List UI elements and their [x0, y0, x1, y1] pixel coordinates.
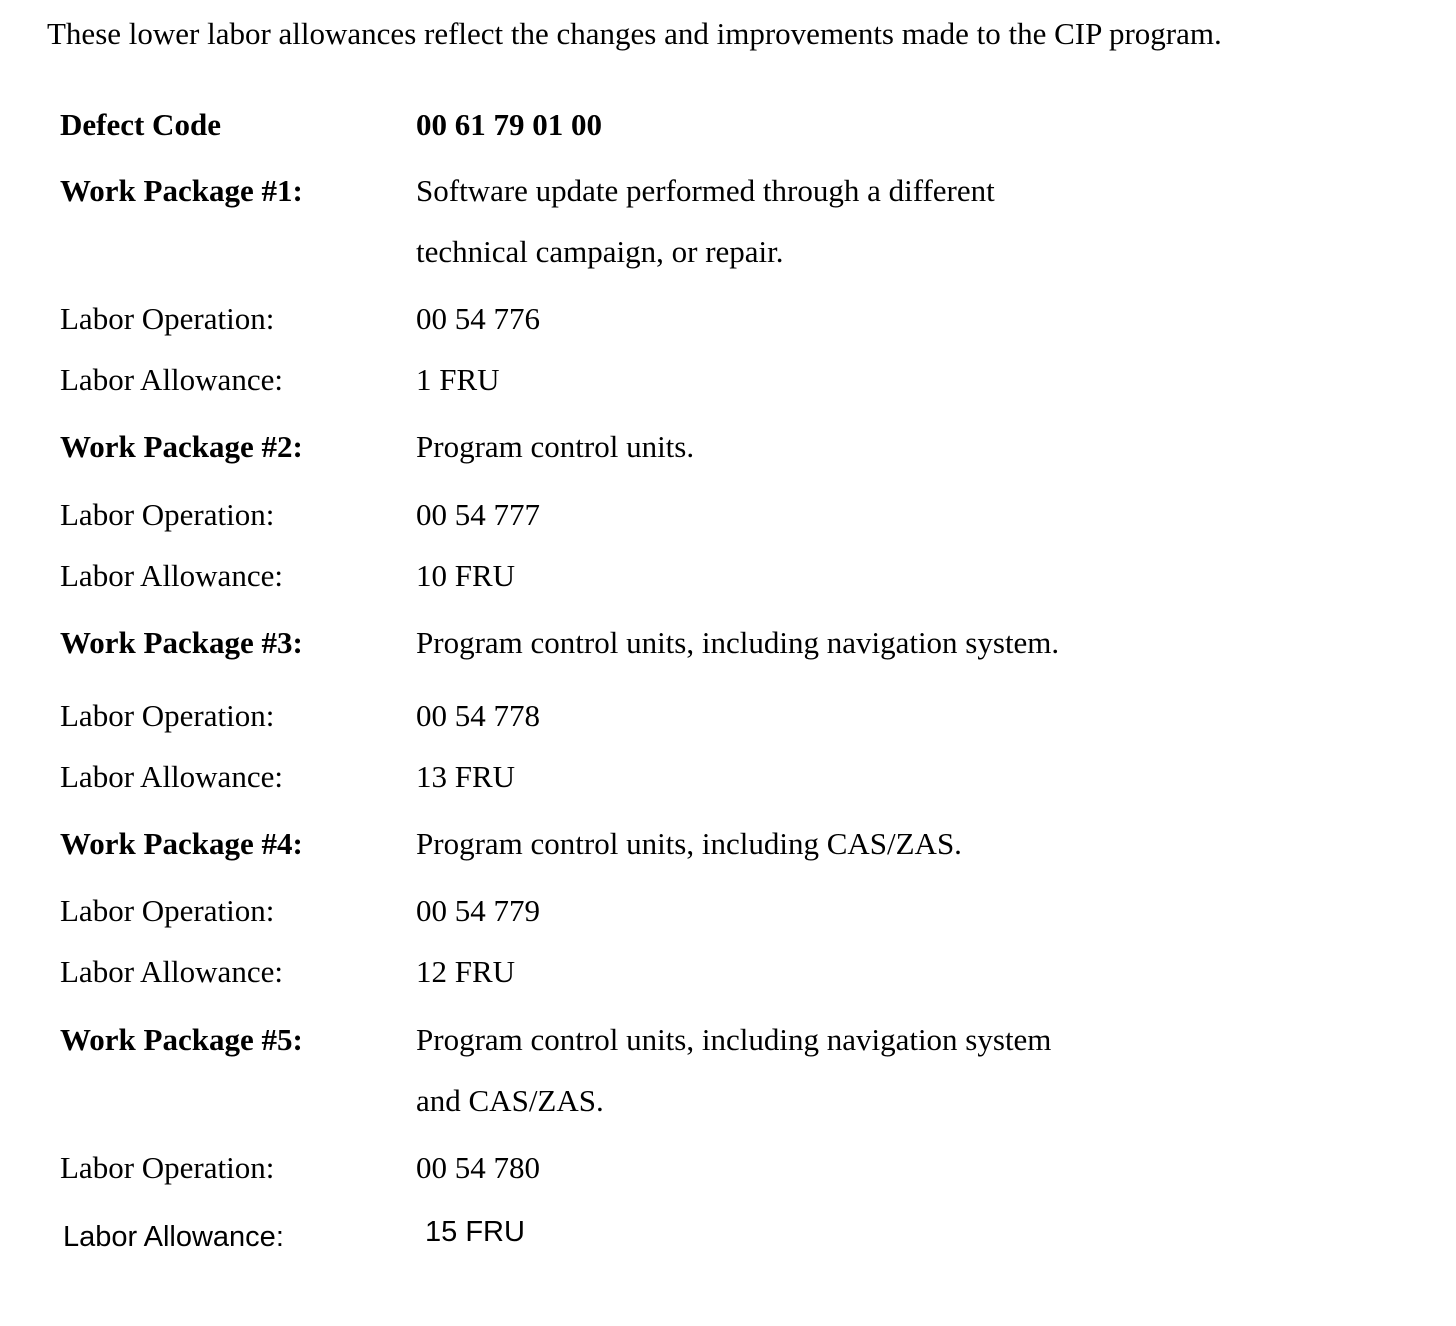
work-package-1-description-line-1: Software update performed through a different — [416, 173, 995, 208]
labor-allowance-5-value: 15 FRU — [425, 1216, 525, 1248]
labor-operation-4-label: Labor Operation: — [60, 893, 275, 928]
work-package-5-description-line-1: Program control units, including navigation system — [416, 1022, 1052, 1057]
intro-paragraph: These lower labor allowances reflect the changes and improvements made to the CIP program. — [47, 16, 1222, 51]
work-package-2-label: Work Package #2: — [60, 429, 303, 464]
work-package-5-description-line-2: and CAS/ZAS. — [416, 1083, 604, 1118]
labor-allowance-4-value: 12 FRU — [416, 954, 516, 989]
labor-operation-4-value: 00 54 779 — [416, 893, 540, 928]
labor-allowance-1-value: 1 FRU — [416, 362, 500, 397]
labor-operation-3-label: Labor Operation: — [60, 698, 275, 733]
labor-operation-1-value: 00 54 776 — [416, 301, 540, 336]
work-package-1-description-line-2: technical campaign, or repair. — [416, 234, 784, 269]
work-package-2-description-line-1: Program control units. — [416, 429, 695, 464]
defect-code-label: Defect Code — [60, 107, 221, 142]
work-package-4-description-line-1: Program control units, including CAS/ZAS. — [416, 826, 962, 861]
defect-code-value: 00 61 79 01 00 — [416, 107, 602, 142]
work-package-5-label: Work Package #5: — [60, 1022, 303, 1057]
labor-allowance-5-label: Labor Allowance: — [63, 1221, 284, 1253]
labor-allowance-3-value: 13 FRU — [416, 759, 516, 794]
labor-operation-5-value: 00 54 780 — [416, 1150, 540, 1185]
labor-allowance-3-label: Labor Allowance: — [60, 759, 283, 794]
labor-allowance-1-label: Labor Allowance: — [60, 362, 283, 397]
work-package-1-label: Work Package #1: — [60, 173, 303, 208]
work-package-3-label: Work Package #3: — [60, 625, 303, 660]
labor-allowance-4-label: Labor Allowance: — [60, 954, 283, 989]
work-package-4-label: Work Package #4: — [60, 826, 303, 861]
labor-operation-5-label: Labor Operation: — [60, 1150, 275, 1185]
labor-operation-3-value: 00 54 778 — [416, 698, 540, 733]
work-package-3-description-line-1: Program control units, including navigation system. — [416, 625, 1060, 660]
labor-operation-2-value: 00 54 777 — [416, 497, 540, 532]
labor-operation-1-label: Labor Operation: — [60, 301, 275, 336]
labor-allowance-2-value: 10 FRU — [416, 558, 516, 593]
labor-allowance-2-label: Labor Allowance: — [60, 558, 283, 593]
labor-operation-2-label: Labor Operation: — [60, 497, 275, 532]
